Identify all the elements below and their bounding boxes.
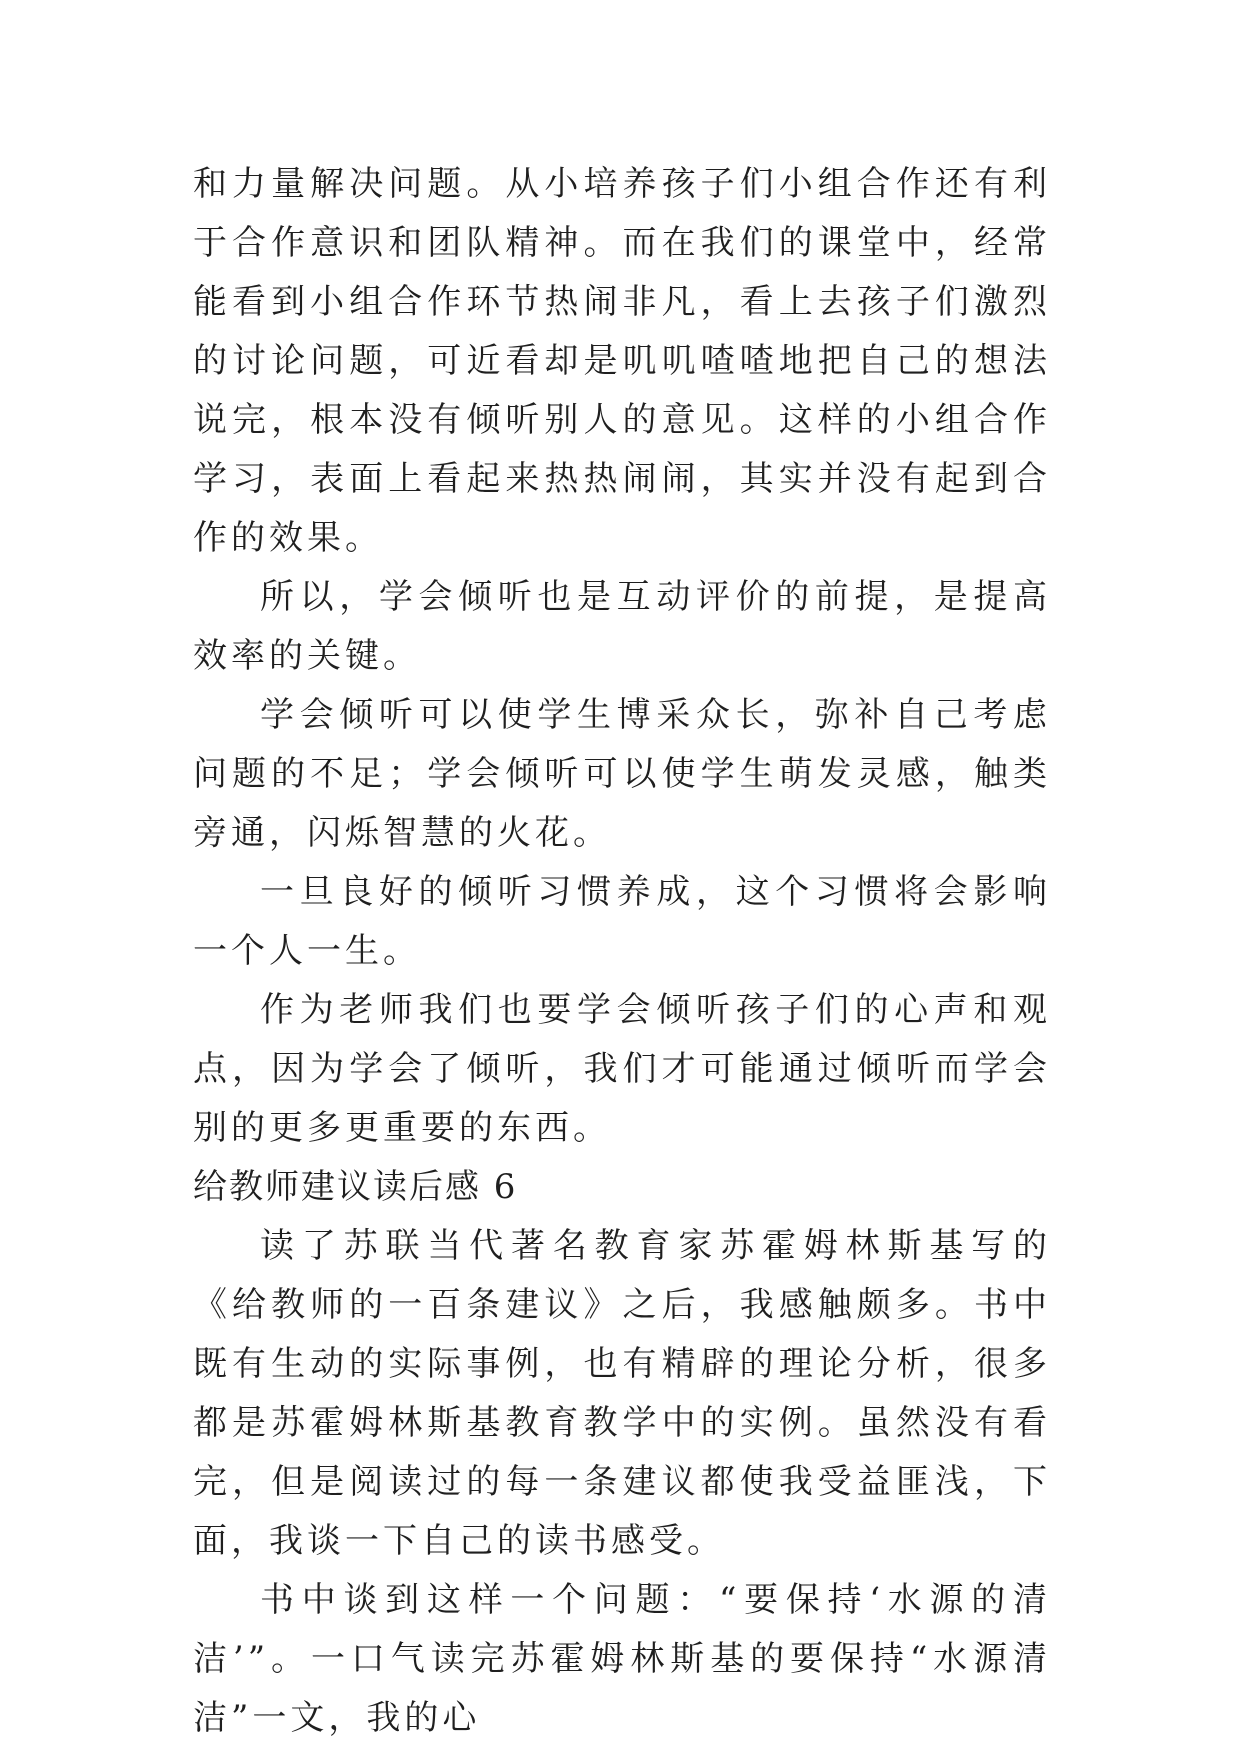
paragraph: 书中谈到这样一个问题：“要保持‘水源的清洁’”。一口气读完苏霍姆林斯基的要保持“水源清洁”一文，我的心 [193, 1580, 1051, 1738]
paragraph: 一旦良好的倾听习惯养成，这个习惯将会影响一个人一生。 [193, 872, 1051, 971]
document-body [193, 155, 1051, 1748]
paragraph: 学会倾听可以使学生博采众长，弥补自己考虑问题的不足；学会倾听可以使学生萌发灵感，触类旁通，闪烁智慧的火花。 [193, 695, 1051, 853]
paragraph: 读了苏联当代著名教育家苏霍姆林斯基写的《给教师的一百条建议》之后，我感触颇多。书中既有生动的实际事例，也有精辟的理论分析，很多都是苏霍姆林斯基教育教学中的实例。虽然没有看完，但是阅读过的每一条建议都使我受益匪浅，下面，我谈一下自己的读书感受。 [193, 1226, 1051, 1561]
paragraph: 作为老师我们也要学会倾听孩子们的心声和观点，因为学会了倾听，我们才可能通过倾听而学会别的更多更重要的东西。 [193, 990, 1051, 1148]
paragraph: 所以，学会倾听也是互动评价的前提，是提高效率的关键。 [193, 577, 1051, 676]
section-heading: 给教师建议读后感 6 [193, 1167, 518, 1207]
paragraph: 和力量解决问题。从小培养孩子们小组合作还有利于合作意识和团队精神。而在我们的课堂中，经常能看到小组合作环节热闹非凡，看上去孩子们激烈的讨论问题，可近看却是叽叽喳喳地把自己的想法说完，根本没有倾听别人的意见。这样的小组合作学习，表面上看起来热热闹闹，其实并没有起到合作的效果。 [193, 164, 1051, 558]
